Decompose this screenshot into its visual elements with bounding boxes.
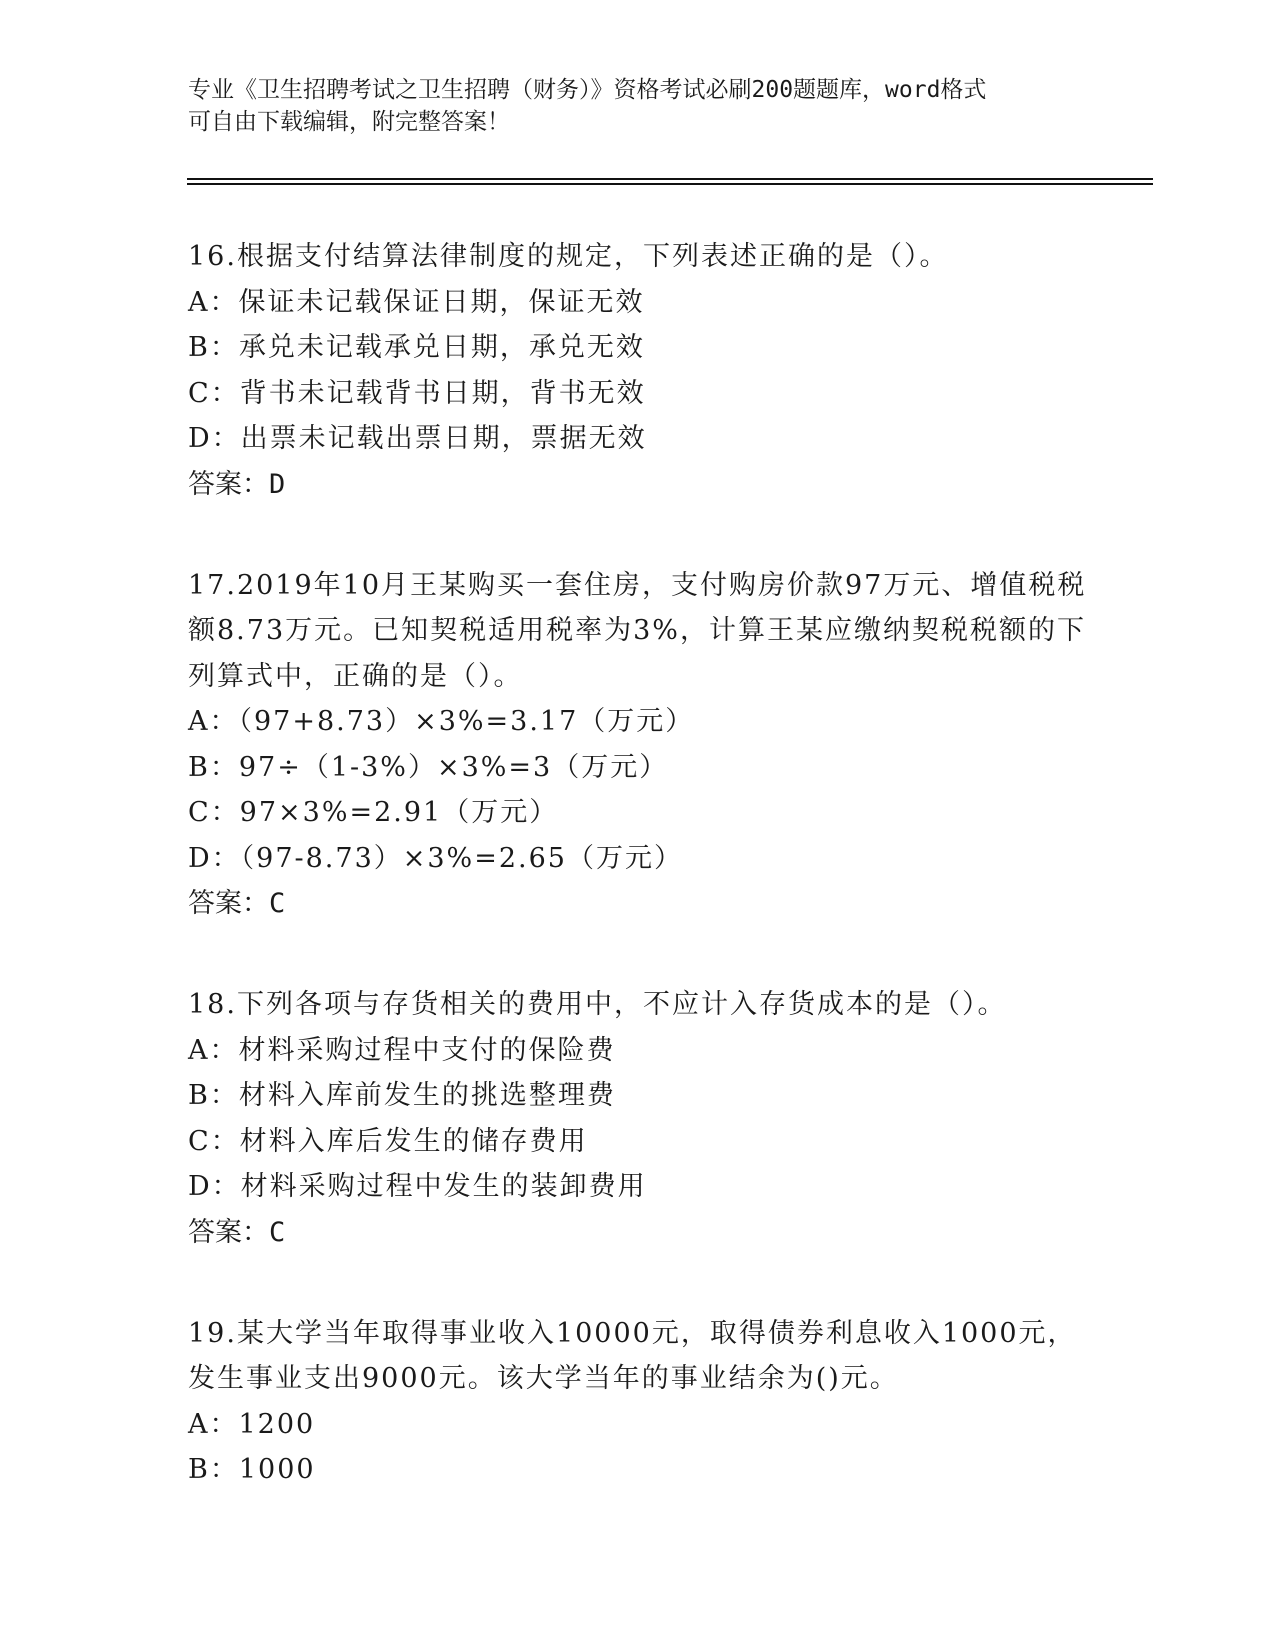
question-stem-line-2: 额8.73万元。已知契税适用税率为3%，计算王某应缴纳契税税额的下 (188, 615, 1086, 646)
option-c: C：材料入库后发生的储存费用 (188, 1125, 588, 1157)
document-header (188, 74, 1068, 138)
answer-line (188, 462, 1088, 507)
answer-label: 答案： (188, 468, 269, 500)
question-18 (188, 982, 1088, 1255)
answer-value: D (269, 468, 286, 500)
header-divider-bottom (187, 183, 1153, 185)
question-19 (188, 1311, 1088, 1493)
option-d: D：出票未记载出票日期，票据无效 (188, 423, 647, 454)
question-stem-line-1: 17.2019年10月王某购买一套住房，支付购房价款97万元、增值税税 (188, 569, 1087, 601)
question-list (188, 234, 1088, 1549)
option-c: C：97×3%=2.91（万元） (188, 797, 559, 828)
option-a: A：1200 (188, 1408, 316, 1440)
question-17 (188, 563, 1088, 927)
option-a: A：材料采购过程中支付的保险费 (188, 1034, 616, 1066)
option-c: C：背书未记载背书日期，背书无效 (188, 377, 646, 409)
option-a: A：（97+8.73）×3%=3.17（万元） (188, 706, 695, 737)
option-d: D：（97-8.73）×3%=2.65（万元） (188, 842, 683, 874)
header-divider-top (187, 178, 1153, 180)
option-b: B：97÷（1-3%）×3%=3（万元） (188, 751, 669, 783)
answer-line (188, 1210, 1088, 1255)
question-stem: 18.下列各项与存货相关的费用中，不应计入存货成本的是（）。 (188, 989, 1007, 1020)
option-d: D：材料采购过程中发生的装卸费用 (188, 1171, 647, 1202)
answer-value: C (269, 1216, 286, 1248)
question-16 (188, 234, 1088, 507)
question-stem-line-1: 19.某大学当年取得事业收入10000元，取得债券利息收入1000元， (188, 1317, 1077, 1349)
header-line-1: 专业《卫生招聘考试之卫生招聘（财务）》资格考试必刷200题题库，word格式 (188, 77, 987, 103)
answer-line (188, 881, 1088, 926)
option-b: B：1000 (188, 1454, 316, 1485)
question-stem-line-3: 列算式中，正确的是（）。 (188, 660, 523, 692)
answer-label: 答案： (188, 1216, 269, 1248)
answer-label: 答案： (188, 888, 269, 919)
question-stem: 16.根据支付结算法律制度的规定，下列表述正确的是（）。 (188, 241, 949, 272)
header-line-2: 可自由下载编辑，附完整答案！ (188, 109, 510, 135)
answer-value: C (269, 888, 286, 919)
option-b: B：承兑未记载承兑日期，承兑无效 (188, 332, 645, 363)
option-b: B：材料入库前发生的挑选整理费 (188, 1080, 616, 1111)
question-stem-line-2: 发生事业支出9000元。该大学当年的事业结余为()元。 (188, 1363, 899, 1394)
option-a: A：保证未记载保证日期，保证无效 (188, 286, 645, 318)
